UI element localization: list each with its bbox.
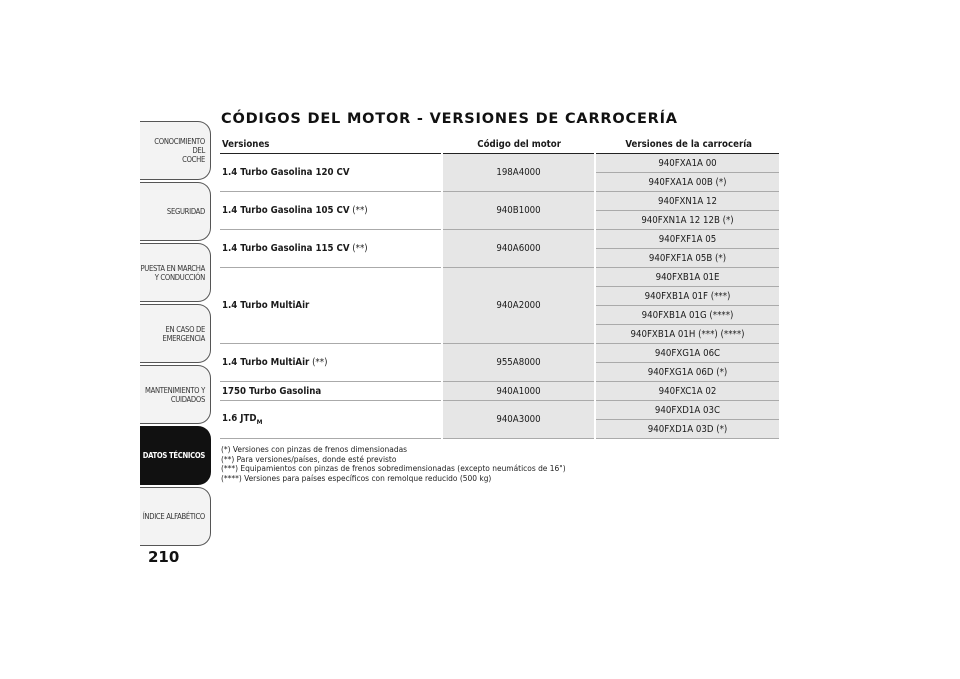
chapter-tab[interactable]	[140, 365, 211, 424]
version-note: (**)	[349, 243, 368, 254]
table-row	[220, 344, 779, 363]
version-note: (**)	[349, 205, 368, 216]
chapter-tab-label: ÍNDICE ALFABÉTICO	[142, 512, 205, 521]
body-version-cell: 940FXG1A 06C	[595, 344, 779, 363]
engine-code-cell: 940A1000	[442, 382, 595, 401]
body-version-cell: 940FXB1A 01E	[595, 268, 779, 287]
chapter-tab-label: MANTENIMIENTO Y CUIDADOS	[144, 385, 205, 404]
chapter-tab-label: SEGURIDAD	[166, 207, 205, 216]
chapter-tab-label: EN CASO DE EMERGENCIA	[162, 324, 205, 343]
version-name: 1750 Turbo Gasolina	[222, 385, 322, 397]
version-cell	[220, 401, 442, 439]
body-version-cell: 940FXB1A 01G (****)	[595, 306, 779, 325]
engine-code-cell: 198A4000	[442, 154, 595, 192]
version-cell	[220, 154, 442, 192]
chapter-tab[interactable]	[140, 121, 211, 180]
version-cell	[220, 230, 442, 268]
body-version-cell: 940FXB1A 01H (***) (****)	[595, 325, 779, 344]
body-version-cell: 940FXF1A 05B (*)	[595, 249, 779, 268]
column-header-engine-code: Código del motor	[442, 136, 595, 154]
version-cell	[220, 268, 442, 344]
table-row	[220, 382, 779, 401]
version-subscript: M	[256, 417, 263, 426]
version-cell	[220, 192, 442, 230]
table-header-row	[220, 136, 779, 154]
chapter-tab-label: DATOS TÉCNICOS	[142, 451, 205, 460]
page-title: CÓDIGOS DEL MOTOR - VERSIONES DE CARROCERÍA	[221, 111, 678, 127]
table-row	[220, 401, 779, 420]
body-version-cell: 940FXN1A 12	[595, 192, 779, 211]
version-name: 1.6 JTD	[222, 413, 257, 425]
table-row	[220, 192, 779, 211]
body-version-cell: 940FXF1A 05	[595, 230, 779, 249]
body-version-cell: 940FXD1A 03D (*)	[595, 420, 779, 439]
version-cell	[220, 382, 442, 401]
chapter-tab-label: CONOCIMIENTO DEL COCHE	[154, 137, 205, 164]
body-version-cell: 940FXN1A 12 12B (*)	[595, 211, 779, 230]
chapter-tab[interactable]	[140, 487, 211, 546]
engine-code-cell: 940A6000	[442, 230, 595, 268]
body-version-cell: 940FXB1A 01F (***)	[595, 287, 779, 306]
chapter-tab[interactable]	[140, 426, 211, 485]
column-header-body-versions: Versiones de la carrocería	[595, 136, 779, 154]
footnote: (***) Equipamientos con pinzas de frenos sobredimensionadas (excepto neumáticos de 16")	[221, 463, 566, 474]
footnote: (**) Para versiones/países, donde esté previsto	[221, 453, 397, 464]
engine-code-cell: 940B1000	[442, 192, 595, 230]
version-cell	[220, 344, 442, 382]
page-number: 210	[148, 548, 180, 566]
engine-codes-table	[220, 136, 779, 439]
version-name: 1.4 Turbo Gasolina 115 CV	[222, 243, 350, 254]
footnote: (****) Versiones para países específicos con remolque reducido (500 kg)	[221, 472, 492, 483]
body-version-cell: 940FXA1A 00B (*)	[595, 173, 779, 192]
version-name: 1.4 Turbo MultiAir	[222, 357, 310, 368]
chapter-tab-label: PUESTA EN MARCHA Y CONDUCCIÓN	[140, 263, 205, 282]
table-row	[220, 154, 779, 173]
footnote: (*) Versiones con pinzas de frenos dimensionadas	[221, 444, 408, 454]
chapter-tabs	[140, 121, 211, 548]
version-name: 1.4 Turbo Gasolina 120 CV	[222, 167, 350, 178]
table-row	[220, 230, 779, 249]
version-name: 1.4 Turbo MultiAir	[222, 300, 310, 311]
footnotes	[221, 445, 781, 483]
chapter-tab[interactable]	[140, 304, 211, 363]
column-header-versions: Versiones	[220, 136, 442, 154]
chapter-tab[interactable]	[140, 243, 211, 302]
engine-code-cell: 955A8000	[442, 344, 595, 382]
engine-code-cell: 940A3000	[442, 401, 595, 439]
table-row	[220, 268, 779, 287]
chapter-tab[interactable]	[140, 182, 211, 241]
version-name: 1.4 Turbo Gasolina 105 CV	[222, 205, 350, 216]
body-version-cell: 940FXD1A 03C	[595, 401, 779, 420]
version-note: (**)	[309, 357, 328, 368]
body-version-cell: 940FXA1A 00	[595, 154, 779, 173]
body-version-cell: 940FXG1A 06D (*)	[595, 363, 779, 382]
engine-code-cell: 940A2000	[442, 268, 595, 344]
body-version-cell: 940FXC1A 02	[595, 382, 779, 401]
